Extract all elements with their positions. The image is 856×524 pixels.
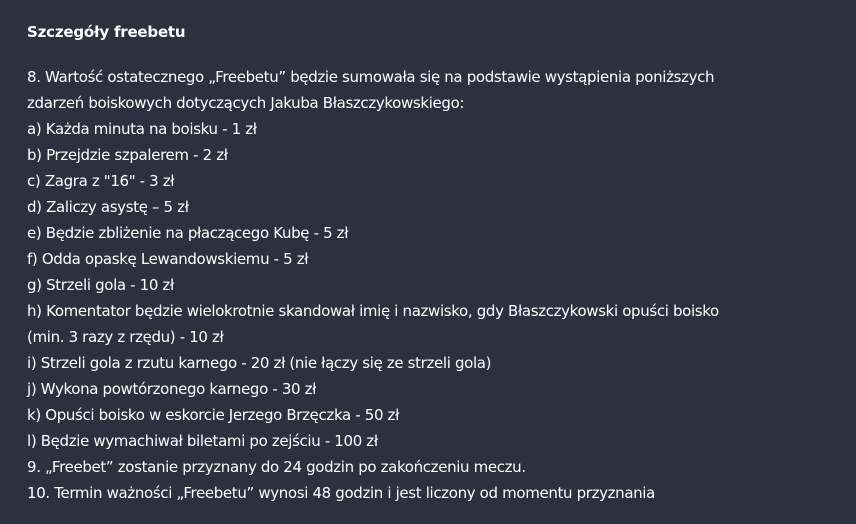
terms-line: 10. Termin ważności „Freebetu” wynosi 48 godzin i jest liczony od momentu przyznania xyxy=(27,484,655,502)
terms-line: a) Każda minuta na boisku - 1 zł xyxy=(27,120,257,138)
terms-line: i) Strzeli gola z rzutu karnego - 20 zł (nie łączy się ze strzeli gola) xyxy=(27,354,492,372)
terms-line: b) Przejdzie szpalerem - 2 zł xyxy=(27,146,228,164)
terms-line: (min. 3 razy z rzędu) - 10 zł xyxy=(27,328,224,346)
terms-line: 8. Wartość ostatecznego „Freebetu” będzie sumowała się na podstawie wystąpienia poniższych xyxy=(27,68,715,86)
terms-line: c) Zagra z "16" - 3 zł xyxy=(27,172,175,190)
terms-line: f) Odda opaskę Lewandowskiemu - 5 zł xyxy=(27,250,309,268)
panel-title: Szczegóły freebetu xyxy=(27,23,186,41)
terms-line: l) Będzie wymachiwał biletami po zejściu - 100 zł xyxy=(27,432,378,450)
terms-text xyxy=(27,64,829,506)
terms-line: g) Strzeli gola - 10 zł xyxy=(27,276,174,294)
terms-line: 9. „Freebet” zostanie przyznany do 24 godzin po zakończeniu meczu. xyxy=(27,458,526,476)
terms-line: e) Będzie zbliżenie na płaczącego Kubę - 5 zł xyxy=(27,224,349,242)
terms-line: zdarzeń boiskowych dotyczących Jakuba Błaszczykowskiego: xyxy=(27,94,465,112)
terms-line: d) Zaliczy asystę – 5 zł xyxy=(27,198,189,216)
terms-line: j) Wykona powtórzonego karnego - 30 zł xyxy=(27,380,317,398)
terms-line: h) Komentator będzie wielokrotnie skandował imię i nazwisko, gdy Błaszczykowski opuści boisko xyxy=(27,302,719,320)
terms-line: k) Opuści boisko w eskorcie Jerzego Brzęczka - 50 zł xyxy=(27,406,399,424)
